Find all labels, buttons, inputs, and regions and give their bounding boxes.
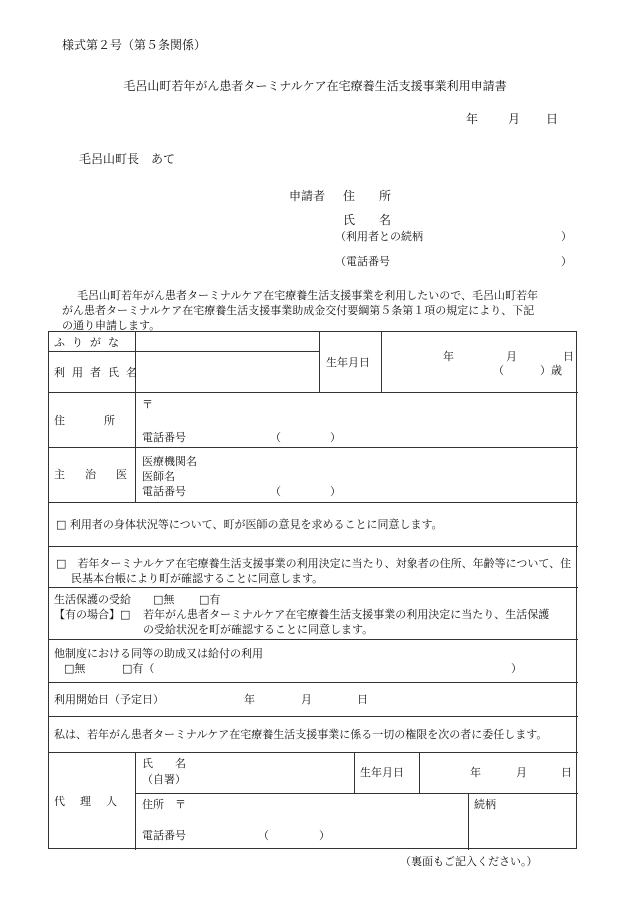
- applicant-label: 申請者: [289, 189, 326, 203]
- intro-line-3: の通り申請します。: [62, 319, 161, 332]
- applicant-address-label: 住 所: [343, 189, 392, 203]
- addressee: 毛呂山町長 あて: [79, 152, 176, 166]
- agent-birthdate-label: 生年月日: [360, 766, 404, 779]
- doctor-phone-label: 電話番号: [142, 485, 186, 498]
- intro-line-2: がん患者ターミナルケア在宅療養生活支援事業助成金交付要綱第５条第１項の規定により、下記: [62, 304, 535, 317]
- footer-note: （裏面もご記入ください。）: [400, 855, 538, 868]
- institution-label: 医療機関名: [142, 455, 197, 468]
- agent-phone-label: 電話番号: [142, 829, 186, 842]
- birthdate-label: 生年月日: [326, 356, 370, 369]
- date-month: 月: [508, 112, 521, 126]
- welfare-case-checkbox[interactable]: 【有の場合】□: [54, 608, 131, 621]
- date-day: 日: [546, 112, 559, 126]
- agent-phone-open: （: [258, 829, 269, 842]
- consent-doctor-opinion: □ 利用者の身体状況等について、町が医師の意見を求めることに同意します。: [56, 518, 443, 531]
- agent-birth-month: 月: [516, 766, 527, 779]
- agent-birth-day: 日: [561, 766, 572, 779]
- doctor-phone-open: （: [270, 485, 281, 498]
- form-number-label: 様式第２号（第５条関係）: [62, 38, 207, 52]
- birth-year: 年: [443, 350, 454, 363]
- birth-month: 月: [506, 350, 517, 363]
- agent-signature-label: （自署）: [142, 773, 186, 786]
- consent-residence-line-2: 民基本台帳により町が確認することに同意します。: [71, 572, 324, 585]
- other-yes-checkbox[interactable]: □有（: [122, 662, 155, 675]
- welfare-none-checkbox[interactable]: □無: [153, 593, 175, 606]
- address-label: 住 所: [54, 414, 129, 427]
- other-close: ）: [511, 662, 522, 675]
- agent-phone-close: ）: [319, 829, 330, 842]
- welfare-yes-checkbox[interactable]: □有: [199, 593, 221, 606]
- start-year: 年: [244, 693, 255, 706]
- other-system-label: 他制度における同等の助成又は給付の利用: [54, 647, 263, 660]
- applicant-relationship-close: ）: [561, 230, 572, 243]
- agent-address-label: 住所 〒: [142, 798, 186, 811]
- address-phone-open: （: [270, 431, 281, 444]
- doctor-phone-close: ）: [330, 485, 341, 498]
- address-phone-label: 電話番号: [142, 431, 186, 444]
- delegation-statement: 私は、若年がん患者ターミナルケア在宅療養生活支援事業に係る一切の権限を次の者に委任します。: [54, 728, 548, 741]
- birth-day: 日: [563, 350, 574, 363]
- applicant-relationship-label: （利用者との続柄: [335, 230, 423, 243]
- other-none-checkbox[interactable]: □無: [64, 662, 86, 675]
- address-phone-close: ）: [330, 431, 341, 444]
- applicant-name-label: 氏 名: [343, 213, 392, 227]
- welfare-label: 生活保護の受給: [54, 593, 131, 606]
- agent-birth-year: 年: [470, 766, 481, 779]
- start-month: 月: [301, 693, 312, 706]
- start-date-label: 利用開始日（予定日）: [54, 693, 164, 706]
- welfare-consent-line-1: 若年がん患者ターミナルケア在宅療養生活支援事業の利用決定に当たり、生活保護: [143, 608, 550, 621]
- intro-line-1: 毛呂山町若年がん患者ターミナルケア在宅療養生活支援事業を利用したいので、毛呂山町若年: [77, 289, 539, 302]
- agent-name-label: 氏 名: [142, 757, 186, 770]
- welfare-consent-line-2: の受給状況を町が確認することに同意します。: [143, 623, 374, 636]
- applicant-phone-close: ）: [561, 255, 572, 268]
- doctor-name-label: 医師名: [142, 470, 175, 483]
- age-close: ）歳: [540, 364, 562, 377]
- postal-mark: 〒: [142, 398, 153, 411]
- doctor-label: 主治医: [54, 468, 147, 481]
- age-open: （: [493, 364, 504, 377]
- furigana-label: ふりがな: [54, 336, 126, 349]
- document-title: 毛呂山町若年がん患者ターミナルケア在宅療養生活支援事業利用申請書: [123, 79, 507, 93]
- applicant-phone-label: （電話番号: [335, 255, 390, 268]
- consent-residence-line-1: □ 若年ターミナルケア在宅療養生活支援事業の利用決定に当たり、対象者の住所、年齢等について、住: [56, 557, 572, 570]
- application-form-table: [48, 331, 577, 849]
- agent-relationship-label: 続柄: [474, 798, 496, 811]
- agent-label: 代理人: [54, 795, 132, 808]
- date-year: 年: [466, 112, 479, 126]
- start-day: 日: [357, 693, 368, 706]
- user-name-label: 利用者氏名: [54, 366, 144, 379]
